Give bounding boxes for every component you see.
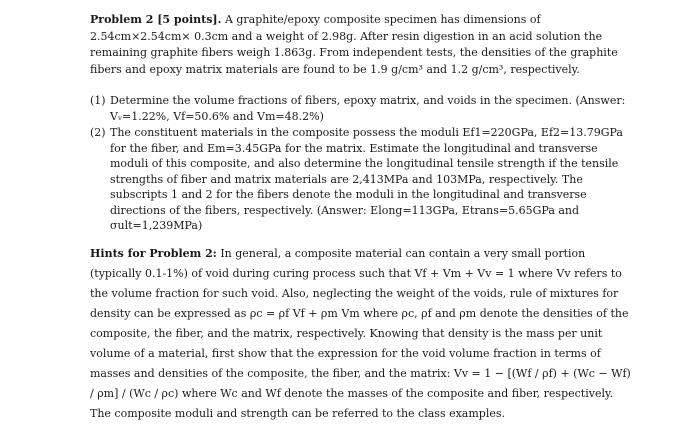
problem-title: Problem 2 [5 points]. <box>90 13 222 26</box>
question-2 <box>90 125 632 234</box>
question-1-text: Determine the volume fractions of fibers, epoxy matrix, and voids in the specimen. (Answer: Vᵥ=1.22%, Vf=50.6% and Vm=48.2%) <box>110 94 626 123</box>
hints-title: Hints for Problem 2: <box>90 247 217 260</box>
question-1-number: (1) <box>90 94 106 107</box>
hints-text: In general, a composite material can contain a very small portion (typically 0.1-1%) of void during curing process such that Vf + Vm + Vv = 1 where Vv refers to the volume fraction for such void. Also, neglecting the weight of the voids, rule of mixtures for density can be expressed as ρc = ρf Vf + ρm Vm where ρc, ρf and ρm denote the densities of the composite, the fiber, and the matrix, respectively. Knowing that density is the mass per unit volume of a material, first show that the expression for the void volume fraction in terms of masses and densities of the composite, the fiber, and the matrix: Vv = 1 − [(Wf / ρf) + (Wc − Wf) / ρm] / (Wc / ρc) where Wc and Wf denote the masses of the composite and fiber, respectively. The composite moduli and strength can be referred to the class examples. <box>90 247 631 420</box>
question-1 <box>90 93 632 124</box>
hints-section <box>90 244 632 424</box>
question-2-text: The constituent materials in the composite possess the moduli Ef1=220GPa, Ef2=13.79GPa for the fiber, and Em=3.45GPa for the matrix. Estimate the longitudinal and transverse moduli of this composite, and also determine the longitudinal tensile strength if the tensile strengths of fiber and matrix materials are 2,413MPa and 103MPa, respectively. The subscripts 1 and 2 for the fibers denote the moduli in the longitudinal and transverse directions of the fibers, respectively. (Answer: Elong=113GPa, Etrans=5.65GPa and σult=1,239MPa) <box>110 126 623 232</box>
question-2-number: (2) <box>90 126 106 139</box>
problem-text: A graphite/epoxy composite specimen has dimensions of 2.54cm×2.54cm× 0.3cm and a weight of 2.98g. After resin digestion in an acid solution the remaining graphite fibers weigh 1.863g. From independent tests, the densities of the graphite fibers and epoxy matrix materials are found to be 1.9 g/cm³ and 1.2 g/cm³, respectively. <box>90 13 618 76</box>
problem-statement <box>90 12 632 78</box>
